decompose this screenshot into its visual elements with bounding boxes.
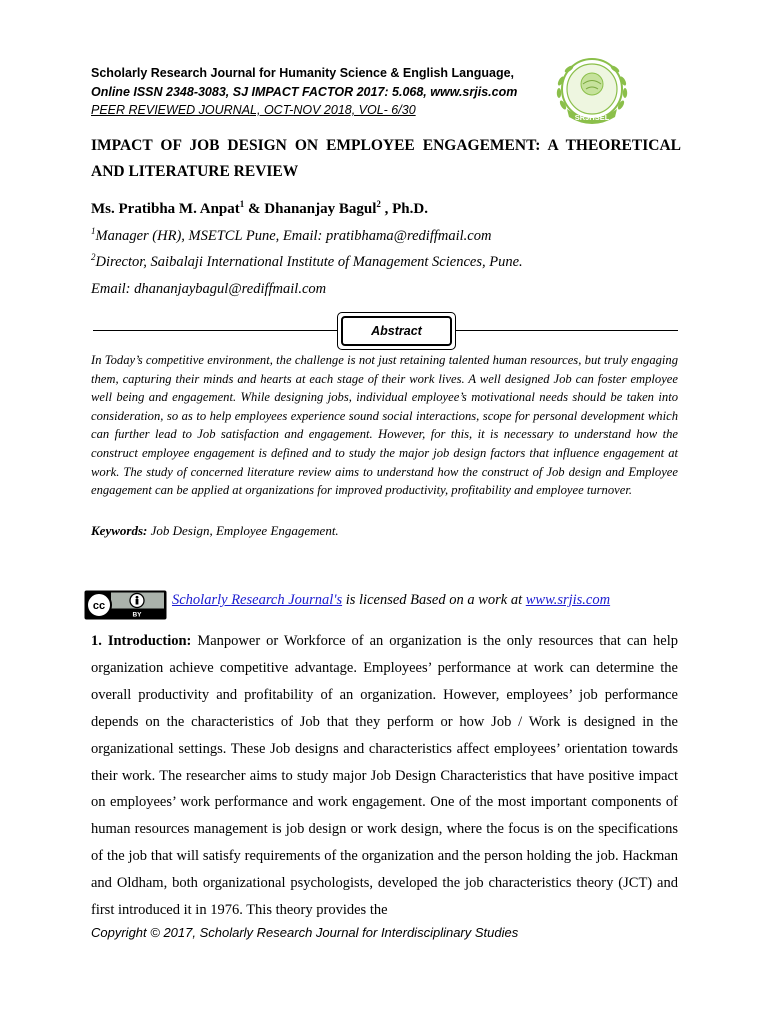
introduction-heading: 1. Introduction: bbox=[91, 633, 192, 649]
issue-line: PEER REVIEWED JOURNAL, OCT-NOV 2018, VOL- 6/30 bbox=[91, 103, 416, 117]
license-line bbox=[172, 592, 610, 609]
affiliation-2-text: Director, Saibalaji International Institute of Management Sciences, Pune. bbox=[95, 254, 523, 270]
svg-text:BY: BY bbox=[132, 611, 142, 619]
keywords-label: Keywords: bbox=[91, 523, 148, 538]
paper-title: IMPACT OF JOB DESIGN ON EMPLOYEE ENGAGEMENT: A THEORETICAL AND LITERATURE REVIEW bbox=[91, 137, 681, 180]
svg-text:SRJHSEL: SRJHSEL bbox=[574, 113, 610, 122]
keywords-value: Job Design, Employee Engagement. bbox=[147, 523, 339, 538]
journal-name-line: Scholarly Research Journal for Humanity Science & English Language, bbox=[91, 66, 515, 80]
author-2: Dhananjay Bagul bbox=[264, 201, 377, 217]
author-1-sup: 1 bbox=[239, 199, 245, 209]
journal-seal-logo bbox=[553, 51, 631, 131]
journal-license-link[interactable]: Scholarly Research Journal's bbox=[172, 592, 343, 608]
abstract-heading-box bbox=[337, 312, 456, 350]
keywords-line bbox=[91, 523, 339, 539]
abstract-rule-left bbox=[93, 330, 337, 331]
affiliation-2 bbox=[91, 254, 523, 271]
license-text: is licensed Based on a work at bbox=[342, 592, 526, 608]
svg-text:cc: cc bbox=[92, 600, 106, 612]
affiliation-1-sup: 1 bbox=[91, 226, 96, 237]
affiliation-2-sup: 2 bbox=[91, 252, 96, 263]
affiliation-1-text: Manager (HR), MSETCL Pune, Email: pratibhama@rediffmail.com bbox=[95, 228, 492, 244]
authors-line bbox=[91, 201, 428, 218]
author-1: Ms. Pratibha M. Anpat bbox=[91, 201, 240, 217]
abstract-heading: Abstract bbox=[341, 316, 452, 346]
introduction-text: Manpower or Workforce of an organization is the only resources that can help organization achieve competitive advantage. Employees’ performance at work can determine the overall productivity and profitability of an organization. However, employees’ job performance depends on the characteristics of Job that they perform or how Job / Work is designed in the organizational settings. These Job designs and characteristics affect employees’ orientation towards their work. The researcher aims to study major Job Design Characteristics that have positive impact on employees’ work performance and work engagement. One of the most important components of human resources management is job design or work design, where the focus is on the specifications of the job that will satisfy requirements of the organization and the person holding the job. Hackman and Oldham, both organizational psychologists, developed the job characteristics theory (JCT) and first introduced it in 1976. This theory provides the bbox=[91, 633, 678, 919]
srjis-website-link[interactable]: www.srjis.com bbox=[525, 592, 611, 608]
abstract-text: In Today’s competitive environment, the challenge is not just retaining talented human resources, but truly engaging them, capturing their minds and hearts at each stage of their work lives. A well designed Job can foster employee well being and engagement. While designing jobs, individual employee’s motivational needs should be taken into consideration, so as to help employees experience sound social interactions, scope for personal development which can further lead to Job satisfaction and engagement. However, for this, it is necessary to understand how the construct employee engagement is defined and to study the major job design factors that influence engagement at work. The study of concerned literature review aims to understand how the construct of Job design and Employee engagement can be applied at organizations for improved productivity, profitability and employee turnover. bbox=[91, 353, 678, 498]
introduction-paragraph bbox=[91, 628, 678, 924]
affiliation-email: Email: dhananjaybagul@rediffmail.com bbox=[91, 281, 327, 297]
cc-by-license-icon[interactable] bbox=[84, 590, 167, 620]
copyright-footer: Copyright © 2017, Scholarly Research Journal for Interdisciplinary Studies bbox=[91, 925, 519, 940]
author-2-sup: 2 bbox=[376, 199, 381, 209]
author-2-suffix: , Ph.D. bbox=[380, 201, 428, 217]
author-separator: & bbox=[244, 201, 265, 217]
affiliation-1 bbox=[91, 228, 491, 245]
issn-line: Online ISSN 2348-3083, SJ IMPACT FACTOR 2017: 5.068, www.srjis.com bbox=[91, 85, 518, 99]
abstract-rule-right bbox=[456, 330, 678, 331]
